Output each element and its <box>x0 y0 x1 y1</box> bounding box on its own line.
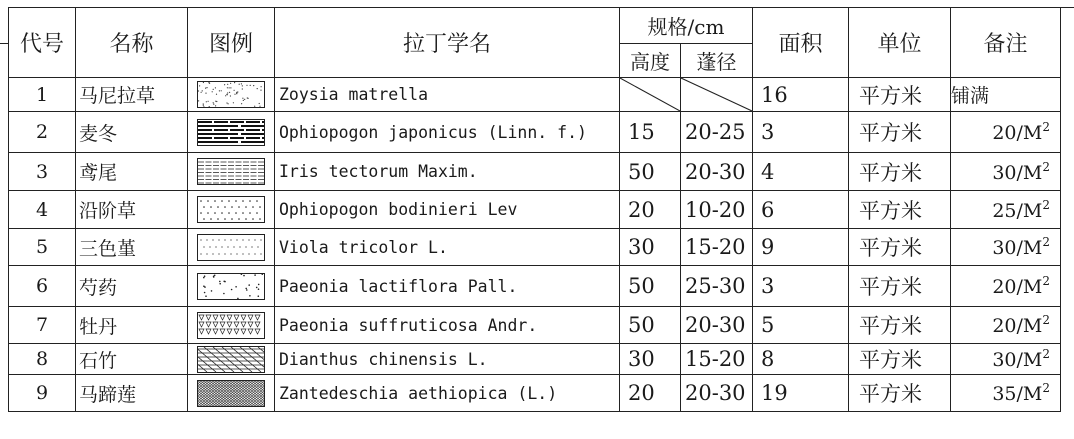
legend-pattern-icon <box>188 380 274 407</box>
row-height: 20 <box>620 375 681 412</box>
row-note <box>951 375 1061 412</box>
row-note-sup: 2 <box>1042 347 1050 361</box>
table-row <box>9 112 1061 153</box>
row-unit: 平方米 <box>849 375 951 412</box>
row-note-sup: 2 <box>1042 120 1050 134</box>
row-code: 1 <box>9 78 76 112</box>
row-name: 芍药 <box>76 266 188 307</box>
row-note-sup: 2 <box>1042 235 1050 249</box>
row-legend-swatch <box>188 153 275 191</box>
row-note <box>951 307 1061 344</box>
row-code: 5 <box>9 229 76 266</box>
row-code: 3 <box>9 153 76 191</box>
row-area: 6 <box>753 191 849 229</box>
header-unit: 单位 <box>849 8 951 78</box>
legend-pattern-icon <box>188 273 274 300</box>
plant-schedule-table <box>8 7 1061 412</box>
table-row <box>9 229 1061 266</box>
row-unit: 平方米 <box>849 266 951 307</box>
header-area: 面积 <box>753 8 849 78</box>
row-latin-name: Dianthus chinensis L. <box>275 344 620 375</box>
header-code: 代号 <box>9 8 76 78</box>
legend-pattern-icon <box>188 81 274 108</box>
row-code: 8 <box>9 344 76 375</box>
row-crown: 10-20 <box>681 191 753 229</box>
row-latin-name: Viola tricolor L. <box>275 229 620 266</box>
row-area: 3 <box>753 112 849 153</box>
row-name: 麦冬 <box>76 112 188 153</box>
table-row <box>9 153 1061 191</box>
header-legend: 图例 <box>188 8 275 78</box>
row-unit: 平方米 <box>849 229 951 266</box>
row-note-text: 30/M <box>992 161 1043 184</box>
row-crown-empty <box>681 78 753 112</box>
legend-pattern-icon <box>188 119 274 146</box>
header-row-top <box>9 8 1061 44</box>
row-area: 3 <box>753 266 849 307</box>
row-latin-name: Zantedeschia aethiopica (L.) <box>275 375 620 412</box>
row-crown: 20-30 <box>681 307 753 344</box>
row-note-text: 30/M <box>992 237 1043 259</box>
header-crown: 蓬径 <box>681 44 753 78</box>
row-note <box>951 153 1061 191</box>
row-height: 20 <box>620 191 681 229</box>
row-height: 50 <box>620 153 681 191</box>
header-height: 高度 <box>620 44 681 78</box>
row-legend-swatch <box>188 375 275 412</box>
row-name: 马尼拉草 <box>76 78 188 112</box>
row-name: 马蹄莲 <box>76 375 188 412</box>
row-note-text: 35/M <box>992 383 1043 405</box>
row-name: 三色堇 <box>76 229 188 266</box>
row-note-sup: 2 <box>1042 274 1050 288</box>
row-crown: 15-20 <box>681 229 753 266</box>
row-latin-name: Paeonia lactiflora Pall. <box>275 266 620 307</box>
row-note-sup: 2 <box>1042 197 1050 212</box>
row-note <box>951 78 1061 112</box>
row-legend-swatch <box>188 266 275 307</box>
row-name: 牡丹 <box>76 307 188 344</box>
row-crown: 20-25 <box>681 112 753 153</box>
row-note-sup: 2 <box>1042 381 1050 395</box>
row-note-text: 20/M <box>992 122 1043 144</box>
table-row <box>9 78 1061 112</box>
row-note <box>951 191 1061 229</box>
row-latin-name: Iris tectorum Maxim. <box>275 153 620 191</box>
row-code: 4 <box>9 191 76 229</box>
row-note-sup: 2 <box>1042 313 1050 327</box>
table-row <box>9 266 1061 307</box>
header-note: 备注 <box>951 8 1061 78</box>
row-note <box>951 229 1061 266</box>
left-tick-line <box>0 43 8 44</box>
table-row <box>9 344 1061 375</box>
header-spec: 规格/cm <box>620 8 753 44</box>
legend-pattern-icon <box>188 158 274 185</box>
row-height-empty <box>620 78 681 112</box>
row-note-text: 25/M <box>992 199 1043 222</box>
row-name: 沿阶草 <box>76 191 188 229</box>
row-code: 9 <box>9 375 76 412</box>
row-code: 2 <box>9 112 76 153</box>
row-height: 15 <box>620 112 681 153</box>
legend-pattern-icon <box>188 312 274 339</box>
row-latin-name: Ophiopogon japonicus (Linn. f.) <box>275 112 620 153</box>
row-unit: 平方米 <box>849 344 951 375</box>
row-note <box>951 344 1061 375</box>
row-legend-swatch <box>188 191 275 229</box>
row-height: 30 <box>620 229 681 266</box>
table-row <box>9 307 1061 344</box>
row-crown: 20-30 <box>681 153 753 191</box>
row-legend-swatch <box>188 229 275 266</box>
header-latin-name: 拉丁学名 <box>275 8 620 78</box>
row-code: 7 <box>9 307 76 344</box>
row-legend-swatch <box>188 78 275 112</box>
row-unit: 平方米 <box>849 307 951 344</box>
row-area: 9 <box>753 229 849 266</box>
table-row <box>9 191 1061 229</box>
row-legend-swatch <box>188 344 275 375</box>
row-unit: 平方米 <box>849 191 951 229</box>
row-unit: 平方米 <box>849 78 951 112</box>
legend-pattern-icon <box>188 196 274 223</box>
row-unit: 平方米 <box>849 112 951 153</box>
row-legend-swatch <box>188 112 275 153</box>
legend-pattern-icon <box>188 346 274 373</box>
row-crown: 20-30 <box>681 375 753 412</box>
row-code: 6 <box>9 266 76 307</box>
row-note-text: 铺满 <box>951 85 990 107</box>
row-height: 50 <box>620 307 681 344</box>
row-area: 4 <box>753 153 849 191</box>
row-area: 16 <box>753 78 849 112</box>
table-row <box>9 375 1061 412</box>
row-height: 30 <box>620 344 681 375</box>
row-name: 石竹 <box>76 344 188 375</box>
row-note <box>951 112 1061 153</box>
row-note-text: 20/M <box>992 276 1043 298</box>
row-latin-name: Paeonia suffruticosa Andr. <box>275 307 620 344</box>
row-area: 8 <box>753 344 849 375</box>
row-crown: 25-30 <box>681 266 753 307</box>
legend-pattern-icon <box>188 234 274 261</box>
row-area: 19 <box>753 375 849 412</box>
row-name: 鸢尾 <box>76 153 188 191</box>
header-name: 名称 <box>76 8 188 78</box>
row-area: 5 <box>753 307 849 344</box>
row-note-text: 30/M <box>992 349 1043 371</box>
row-unit: 平方米 <box>849 153 951 191</box>
row-note <box>951 266 1061 307</box>
row-latin-name: Ophiopogon bodinieri Lev <box>275 191 620 229</box>
row-latin-name: Zoysia matrella <box>275 78 620 112</box>
row-height: 50 <box>620 266 681 307</box>
row-note-text: 20/M <box>992 315 1043 337</box>
row-legend-swatch <box>188 307 275 344</box>
row-crown: 15-20 <box>681 344 753 375</box>
row-note-sup: 2 <box>1042 159 1050 174</box>
